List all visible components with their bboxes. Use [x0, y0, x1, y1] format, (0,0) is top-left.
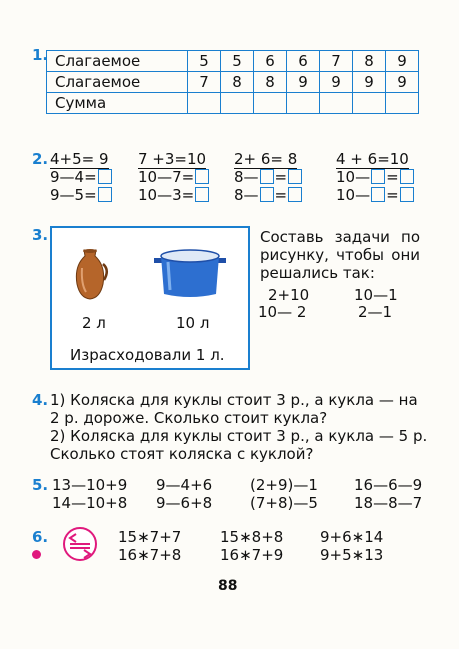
expression: 2—1	[358, 303, 393, 321]
table-cell: 6	[287, 51, 320, 72]
expression: (2+9)—1	[250, 476, 318, 494]
answer-box[interactable]	[288, 187, 302, 202]
expression: 9+5∗13	[320, 546, 384, 564]
answer-box[interactable]	[195, 169, 209, 184]
table-cell	[353, 93, 386, 114]
equation-group	[50, 150, 113, 204]
table-row	[47, 93, 419, 114]
equation-group	[138, 150, 210, 204]
expression: (7+8)—5	[250, 494, 318, 512]
row-label: Сумма	[47, 93, 188, 114]
table-cell: 8	[353, 51, 386, 72]
jug-volume: 2 л	[82, 314, 106, 332]
task-4-text	[50, 391, 432, 463]
text-line: Составь задачи по	[260, 228, 420, 246]
table-cell: 8	[254, 72, 287, 93]
expression-column	[354, 476, 422, 512]
equation-head: 4 + 6=10	[336, 150, 409, 168]
table-cell	[320, 93, 353, 114]
expression: 16∗7+9	[220, 546, 284, 564]
equation-text: =	[274, 186, 288, 204]
answer-box[interactable]	[400, 187, 414, 202]
expression-column	[156, 476, 212, 512]
answer-box[interactable]	[371, 169, 385, 184]
illustration-box	[50, 226, 250, 370]
difficulty-dot	[32, 550, 41, 559]
table-cell: 8	[221, 72, 254, 93]
task-2-number: 2.	[32, 150, 49, 168]
row-label: Слагаемое	[47, 72, 188, 93]
table-cell	[386, 93, 419, 114]
expression: 10—1	[354, 286, 398, 304]
table-cell: 7	[320, 51, 353, 72]
equation-text: =	[386, 186, 399, 204]
expression: 14—10+8	[52, 494, 128, 512]
answer-box[interactable]	[98, 187, 112, 202]
answer-box[interactable]	[400, 169, 414, 184]
answer-box[interactable]	[371, 187, 385, 202]
expression: 15∗8+8	[220, 528, 284, 546]
task-1-number: 1.	[32, 46, 49, 64]
table-cell: 7	[188, 72, 221, 93]
task-6-number: 6.	[32, 528, 49, 546]
answer-box[interactable]	[260, 169, 274, 184]
answer-box[interactable]	[288, 169, 302, 184]
table-cell	[287, 93, 320, 114]
table-cell	[188, 93, 221, 114]
expression: 16—6—9	[354, 476, 423, 494]
page-number: 88	[218, 578, 238, 594]
expression: 9—4+6	[156, 476, 213, 494]
text-line: Сколько стоят коляска с куклой?	[50, 445, 314, 463]
equation-text: 9—4=	[50, 168, 97, 186]
expression-column	[118, 528, 181, 564]
task-3-text	[260, 228, 420, 282]
equation-text: =	[274, 168, 288, 186]
addition-table	[46, 50, 419, 114]
table-cell: 6	[254, 51, 287, 72]
equation-text: 10—3=	[138, 186, 195, 204]
expression: 16∗7+8	[118, 546, 182, 564]
pot-volume: 10 л	[176, 314, 210, 332]
compare-signs-icon	[62, 526, 98, 562]
answer-box[interactable]	[260, 187, 274, 202]
equation-text: 10—7=	[138, 168, 195, 186]
row-label: Слагаемое	[47, 51, 188, 72]
equation-text: 10—	[336, 186, 371, 204]
text-line: рисунку, чтобы они	[260, 246, 420, 264]
text-line: 2) Коляска для куклы стоит 3 р., а кукла — 5 р.	[50, 427, 428, 445]
equation-text: 8—	[234, 186, 259, 204]
expression: 2+10	[268, 286, 310, 304]
expression: 13—10+9	[52, 476, 128, 494]
text-line: 2 р. дороже. Сколько стоит кукла?	[50, 409, 328, 427]
equation-group	[234, 150, 303, 204]
expression-column	[250, 476, 318, 512]
table-cell: 5	[188, 51, 221, 72]
answer-box[interactable]	[98, 169, 112, 184]
text-line: 1) Коляска для куклы стоит 3 р., а кукла — на	[50, 391, 418, 409]
table-cell: 9	[287, 72, 320, 93]
equation-head: 4+5= 9	[50, 150, 109, 168]
equation-text: 10—	[336, 168, 371, 186]
equation-text: 8—	[234, 168, 259, 186]
expression: 10— 2	[258, 303, 307, 321]
equation-head: 7 +3=10	[138, 150, 207, 168]
expression: 15∗7+7	[118, 528, 182, 546]
task-3-number: 3.	[32, 226, 49, 244]
expression-column	[52, 476, 127, 512]
equation-text: =	[386, 168, 399, 186]
table-cell: 9	[386, 72, 419, 93]
text-line: решались так:	[260, 264, 375, 282]
table-cell	[254, 93, 287, 114]
table-cell	[221, 93, 254, 114]
equation-text: 9—5=	[50, 186, 97, 204]
expression: 18—8—7	[354, 494, 423, 512]
table-cell: 9	[353, 72, 386, 93]
expression-column	[320, 528, 383, 564]
pot-icon	[152, 248, 228, 300]
table-cell: 9	[386, 51, 419, 72]
table-row	[47, 51, 419, 72]
expression: 9—6+8	[156, 494, 213, 512]
expression: 9+6∗14	[320, 528, 384, 546]
equation-head: 2+ 6= 8	[234, 150, 298, 168]
expression-column	[220, 528, 283, 564]
answer-box[interactable]	[195, 187, 209, 202]
illustration-caption: Израсходовали 1 л.	[70, 346, 225, 364]
table-cell: 5	[221, 51, 254, 72]
table-cell: 9	[320, 72, 353, 93]
jug-icon	[70, 246, 110, 302]
task-5-number: 5.	[32, 476, 49, 494]
table-row	[47, 72, 419, 93]
equation-group	[336, 150, 415, 204]
task-4-number: 4.	[32, 391, 49, 409]
